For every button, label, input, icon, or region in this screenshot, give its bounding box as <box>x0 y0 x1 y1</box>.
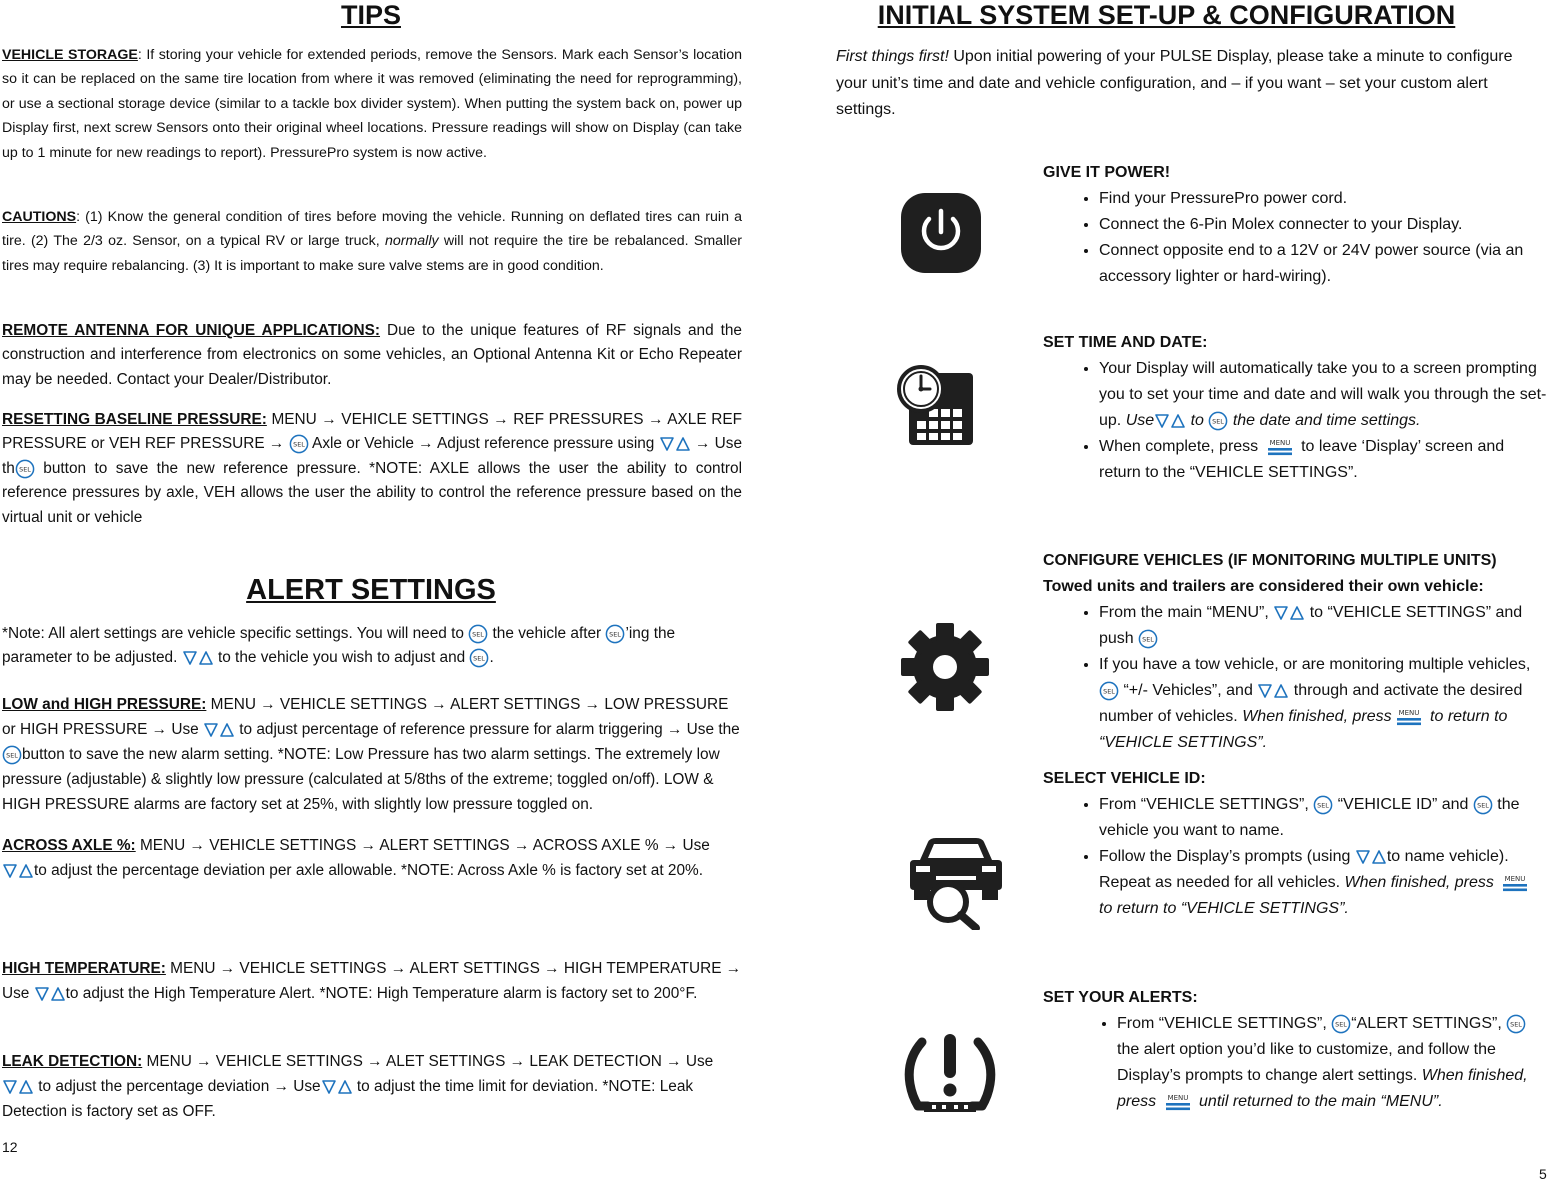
page-number-left: 12 <box>2 1139 18 1155</box>
gear-icon <box>900 622 990 717</box>
alerts-section-title: SET YOUR ALERTS: <box>1043 989 1198 1006</box>
text: Follow the Display’s prompts (using <box>1099 848 1355 865</box>
up-down-arrows-icon <box>34 985 66 1003</box>
intro-paragraph <box>836 44 1536 124</box>
text: “+/- Vehicles”, and <box>1119 682 1258 699</box>
vehicle-id-section-title: SELECT VEHICLE ID: <box>1043 770 1206 787</box>
cautions-emphasis: normally <box>384 233 439 250</box>
page-number-right: 5 <box>1539 1166 1547 1182</box>
resetting-label: RESETTING BASELINE PRESSURE: <box>2 411 267 428</box>
vehicle-id-section <box>1043 766 1548 922</box>
alert-note-paragraph <box>2 622 742 671</box>
list-item <box>1099 792 1548 844</box>
text: From “VEHICLE SETTINGS”, <box>1117 1015 1332 1032</box>
sel-button-icon <box>469 648 489 668</box>
up-down-arrows-icon <box>182 649 214 667</box>
remote-antenna-paragraph <box>2 319 742 392</box>
sel-button-icon <box>1473 795 1493 815</box>
up-down-arrows-icon <box>203 721 235 739</box>
configure-vehicles-section <box>1043 548 1548 756</box>
resetting-text-3: → Use th <box>2 435 742 477</box>
cautions-paragraph <box>2 205 742 278</box>
sel-button-icon <box>1313 795 1333 815</box>
menu-button-icon <box>1161 1092 1195 1112</box>
text: the alert option you’d like to customize, and follow the Display’s prompts to change alert settings. <box>1117 1041 1496 1084</box>
low-high-text-1: MENU → VEHICLE SETTINGS → ALERT SETTINGS → LOW PRESSURE or HIGH PRESSURE → Use <box>2 696 729 738</box>
list-item <box>1099 356 1548 434</box>
intro-emphasis: First things first! <box>836 48 949 65</box>
vehicles-section-title: CONFIGURE VEHICLES (IF MONITORING MULTIPLE UNITS) <box>1043 552 1497 569</box>
list-item <box>1099 844 1548 922</box>
up-down-arrows-icon <box>1154 412 1186 430</box>
time-section-title: SET TIME AND DATE: <box>1043 334 1208 351</box>
sel-button-icon <box>2 745 22 765</box>
leak-detection-text-3: to adjust the time limit for deviation. *NOTE: Leak Detection is factory set as OFF. <box>2 1078 694 1120</box>
sel-button-icon <box>468 624 488 644</box>
note-text-2: the vehicle after <box>488 625 606 642</box>
text: From “VEHICLE SETTINGS”, <box>1099 796 1314 813</box>
up-down-arrows-icon <box>659 435 691 453</box>
left-page <box>0 0 750 1186</box>
power-icon <box>900 192 982 279</box>
low-high-pressure-paragraph <box>2 692 742 817</box>
leak-detection-text-2: to adjust the percentage deviation → Use <box>34 1078 321 1095</box>
across-axle-paragraph <box>2 833 742 883</box>
text: When complete, press <box>1099 438 1263 455</box>
text: to <box>1186 412 1209 429</box>
up-down-arrows-icon <box>2 862 34 880</box>
sel-button-icon <box>1331 1014 1351 1034</box>
text: If you have a tow vehicle, or are monitoring multiple vehicles, <box>1099 656 1531 673</box>
text: to “VEHICLE SETTINGS” and push <box>1099 604 1523 647</box>
vehicle-storage-text: : If storing your vehicle for extended periods, remove the Sensors. Mark each Sensor’s location so it can be replaced on the same tire location from where it was removed (eliminating the need for reprogramming), or use a sectional storage device (similar to a tackle box divider system). When putting the system back on, power up Display first, next screw Sensors onto their original wheel locations. Pressure readings will show on Display (can take up to 1 minute for new readings to report). PressurePro system is now active. <box>2 47 742 161</box>
across-axle-text-2: to adjust the percentage deviation per axle allowable. *NOTE: Across Axle % is factory set at 20%. <box>34 862 703 879</box>
text: Use <box>1125 412 1155 429</box>
remote-antenna-text: Due to the unique features of RF signals and the construction and interference from electronics on some vehicles, an Optional Antenna Kit or Echo Repeater may be needed. Contact your Dealer/Distributor. <box>2 322 742 388</box>
text: Your Display will automatically take you to a screen prompting you to set your time and date and will walk you through the set-up. <box>1099 360 1547 429</box>
list-item <box>1099 434 1548 486</box>
set-alerts-section <box>1043 985 1548 1115</box>
list-item <box>1099 600 1548 652</box>
tips-title: TIPS <box>340 0 401 30</box>
resetting-text-2: Axle or Vehicle → Adjust reference pressure using <box>308 435 659 453</box>
vehicle-storage-label: VEHICLE STORAGE <box>2 47 138 63</box>
remote-antenna-label: REMOTE ANTENNA FOR UNIQUE APPLICATIONS: <box>2 322 381 339</box>
setup-title: INITIAL SYSTEM SET-UP & CONFIGURATION <box>877 0 1456 30</box>
sel-button-icon <box>1099 681 1119 701</box>
alert-settings-title: ALERT SETTINGS <box>246 574 496 606</box>
text: to leave ‘Display’ screen and return to the “VEHICLE SETTINGS”. <box>1099 438 1505 481</box>
note-text-1: *Note: All alert settings are vehicle specific settings. You will need to <box>2 625 469 642</box>
high-temperature-text-1: MENU → VEHICLE SETTINGS → ALERT SETTINGS → HIGH TEMPERATURE → Use <box>2 960 742 1002</box>
list-item: • Find your PressurePro power cord. <box>1099 186 1548 212</box>
text: From the main “MENU”, <box>1099 604 1274 621</box>
menu-button-icon <box>1498 873 1532 893</box>
high-temperature-label: HIGH TEMPERATURE: <box>2 960 166 977</box>
cautions-label: CAUTIONS <box>2 209 77 225</box>
low-high-text-3: button to save the new alarm setting. *NOTE: Low Pressure has two alarm settings. The extremely low pressure (adjustable) & slightly low pressure (calculated at 5/8ths of the extreme; toggled on/off). LOW & HIGH PRESSURE alarms are factory set at 25%, with slightly low pressure toggled on. <box>2 746 720 813</box>
text: until returned to the main “MENU”. <box>1194 1093 1443 1110</box>
vehicle-storage-paragraph <box>2 43 742 165</box>
up-down-arrows-icon <box>321 1078 353 1096</box>
power-section <box>1043 160 1548 290</box>
text: to return to “VEHICLE SETTINGS”. <box>1099 900 1349 917</box>
up-down-arrows-icon <box>1355 848 1387 866</box>
across-axle-text-1: MENU → VEHICLE SETTINGS → ALERT SETTINGS → ACROSS AXLE % → Use <box>135 837 710 854</box>
sel-button-icon <box>1208 411 1228 431</box>
list-item <box>1117 1011 1548 1115</box>
calendar-clock-icon <box>897 365 977 452</box>
resetting-text-4: button to save the new reference pressure. *NOTE: AXLE allows the user the ability to control reference pressures by axle, VEH allows the user the ability to control the reference pressure based on the virtual unit or vehicle <box>2 459 742 526</box>
high-temperature-text-2: to adjust the High Temperature Alert. *NOTE: High Temperature alarm is factory set to 200°F. <box>65 985 698 1002</box>
intro-text: Upon initial powering of your PULSE Display, please take a minute to configure your unit’s time and date and vehicle configuration, and – if you want – set your custom alert settings. <box>836 48 1513 118</box>
car-search-icon <box>906 836 1006 935</box>
leak-detection-text-1: MENU → VEHICLE SETTINGS → ALET SETTINGS → LEAK DETECTION → Use <box>142 1053 714 1070</box>
tire-pressure-warning-icon <box>902 1028 998 1121</box>
note-text-3: ’ing the parameter to be adjusted. <box>2 625 676 667</box>
sel-button-icon <box>15 459 35 479</box>
sel-button-icon <box>289 434 309 454</box>
text: through and activate the desired number of vehicles. <box>1099 682 1523 725</box>
cautions-text-end: will not require the tire be rebalanced. Smaller tires may require rebalancing. (3) It is important to make sure valve stems are in good condition. <box>2 233 742 274</box>
leak-detection-label: LEAK DETECTION: <box>2 1053 143 1070</box>
text: When finished, press <box>1117 1067 1528 1110</box>
up-down-arrows-icon <box>1257 682 1289 700</box>
up-down-arrows-icon <box>1273 604 1305 622</box>
menu-button-icon <box>1392 707 1426 727</box>
list-item <box>1099 652 1548 756</box>
text: “VEHICLE ID” and <box>1333 796 1473 813</box>
across-axle-label: ACROSS AXLE %: <box>2 837 136 854</box>
text: to name vehicle). Repeat as needed for all vehicles. <box>1099 848 1509 891</box>
list-item: • Connect the 6-Pin Molex connecter to your Display. <box>1099 212 1548 238</box>
text: to return to “VEHICLE SETTINGS”. <box>1099 708 1508 751</box>
leak-detection-paragraph <box>2 1049 742 1124</box>
power-section-title: GIVE IT POWER! <box>1043 164 1171 181</box>
note-text-5: . <box>489 649 494 667</box>
time-date-section <box>1043 330 1548 486</box>
sel-button-icon <box>605 624 625 644</box>
cautions-text: : (1) Know the general condition of tires before moving the vehicle. Running on deflated tires can ruin a tire. (2) The 2/3 oz. Sensor, on a typical RV or large truck, <box>2 209 742 250</box>
vehicles-section-subtitle: Towed units and trailers are considered their own vehicle: <box>1043 578 1484 595</box>
right-page <box>780 0 1553 1186</box>
list-item: • Connect opposite end to a 12V or 24V power source (via an accessory lighter or hard-wiring). <box>1099 238 1548 290</box>
text: the date and time settings. <box>1228 412 1421 429</box>
sel-button-icon <box>1506 1014 1526 1034</box>
sel-button-icon <box>1138 629 1158 649</box>
low-high-label: LOW and HIGH PRESSURE: <box>2 696 207 713</box>
resetting-paragraph <box>2 408 742 530</box>
text: the vehicle you want to name. <box>1099 796 1520 839</box>
up-down-arrows-icon <box>2 1078 34 1096</box>
low-high-text-2: to adjust percentage of reference pressure for alarm triggering → Use the <box>234 721 740 738</box>
text: “ALERT SETTINGS”, <box>1351 1015 1507 1032</box>
high-temperature-paragraph <box>2 956 742 1006</box>
resetting-text-1: MENU → VEHICLE SETTINGS → REF PRESSURES → AXLE REF PRESSURE or VEH REF PRESSURE → <box>2 411 742 453</box>
note-text-4: to the vehicle you wish to adjust and <box>213 649 470 667</box>
menu-button-icon <box>1263 437 1297 457</box>
text: When finished, press <box>1344 874 1499 891</box>
text: When finished, press <box>1242 708 1392 725</box>
